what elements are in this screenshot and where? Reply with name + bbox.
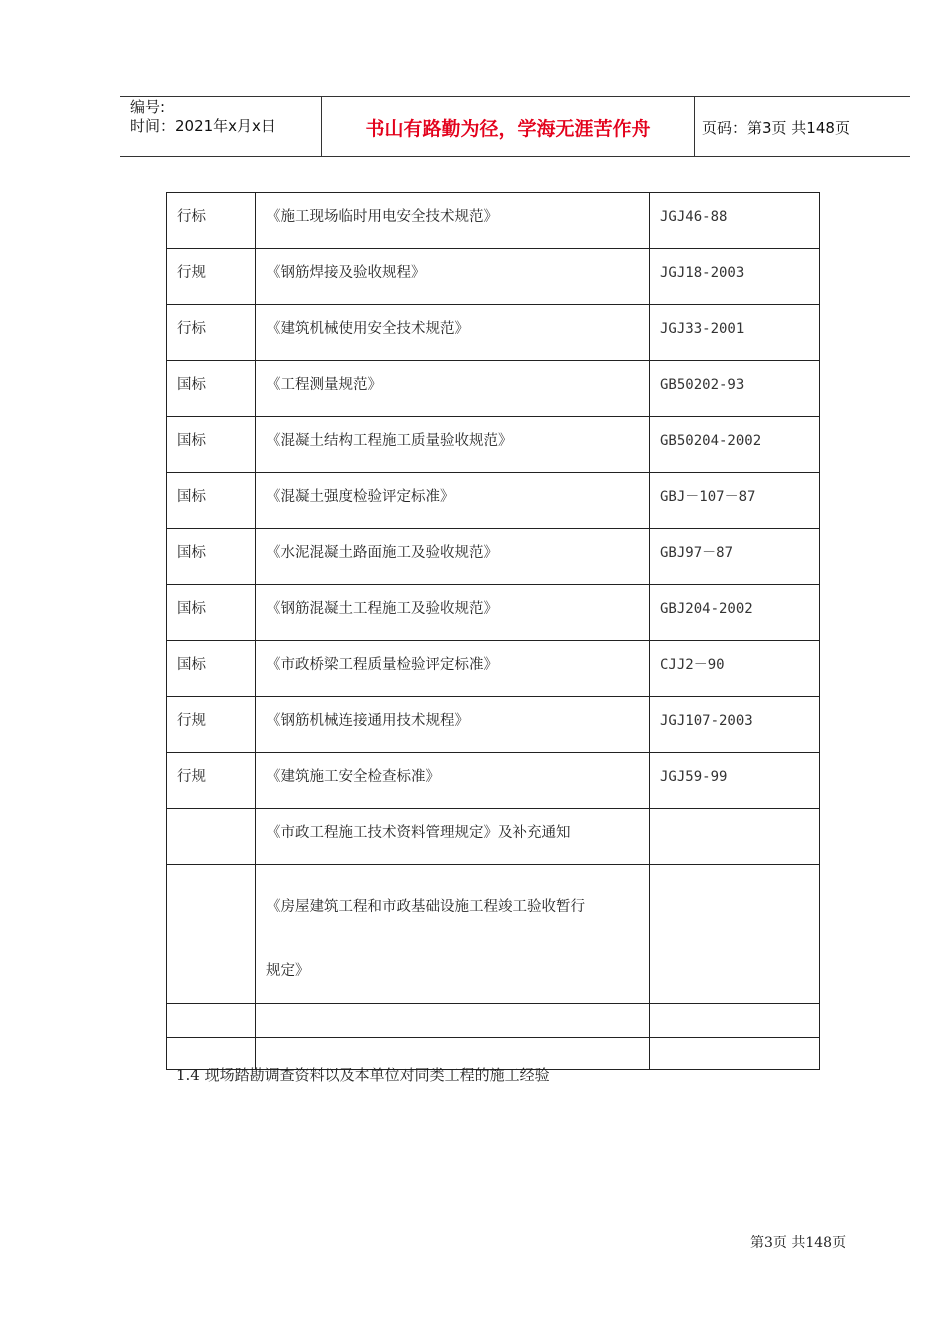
standard-code: GB50204-2002 [650,417,820,473]
standard-code [650,865,820,1004]
standard-code: GBJ－107－87 [650,473,820,529]
standard-type [167,809,256,865]
standard-name: 《工程测量规范》 [256,361,650,417]
section-heading: 1.4 现场踏勘调查资料以及本单位对同类工程的施工经验 [176,1066,550,1084]
table-row [167,305,820,361]
document-time-label: 时间：2021年x月x日 [130,117,276,135]
header-divider [321,96,322,156]
footer-page-number: 第3页 共148页 [750,1235,847,1251]
standard-code: JGJ46-88 [650,193,820,249]
standard-type: 行标 [167,305,256,361]
table-row [167,585,820,641]
empty-cell [650,1004,820,1038]
standard-name: 《钢筋混凝土工程施工及验收规范》 [256,585,650,641]
table-row [167,753,820,809]
standard-type: 行规 [167,697,256,753]
table-row [167,193,820,249]
standard-type: 国标 [167,529,256,585]
standard-code: JGJ59-99 [650,753,820,809]
standard-name: 《建筑施工安全检查标准》 [256,753,650,809]
standard-code [650,809,820,865]
empty-cell [167,1004,256,1038]
standard-type: 国标 [167,641,256,697]
standard-name: 《施工现场临时用电安全技术规范》 [256,193,650,249]
standard-code: GBJ97－87 [650,529,820,585]
standard-name-line: 规定》 [266,963,310,979]
header-page-number: 页码：第3页 共148页 [702,119,850,137]
standard-name [256,865,650,1004]
standard-code: GB50202-93 [650,361,820,417]
empty-cell [650,1038,820,1070]
standard-code: JGJ33-2001 [650,305,820,361]
table-row [167,361,820,417]
document-number-label: 编号: [130,98,166,116]
standard-type: 国标 [167,361,256,417]
standard-name: 《混凝土强度检验评定标准》 [256,473,650,529]
standard-name: 《市政桥梁工程质量检验评定标准》 [256,641,650,697]
standard-name: 《钢筋焊接及验收规程》 [256,249,650,305]
table-row [167,809,820,865]
header-divider [694,96,695,156]
standard-type: 行规 [167,249,256,305]
table-row [167,697,820,753]
standard-name: 《市政工程施工技术资料管理规定》及补充通知 [256,809,650,865]
standard-name-line: 《房屋建筑工程和市政基础设施工程竣工验收暂行 [266,899,585,915]
standard-type: 国标 [167,473,256,529]
standard-type [167,865,256,1004]
standards-table-body [167,193,820,1070]
header-top-rule [120,96,910,97]
table-row [167,417,820,473]
standard-name: 《建筑机械使用安全技术规范》 [256,305,650,361]
standard-name: 《混凝土结构工程施工质量验收规范》 [256,417,650,473]
empty-cell [256,1004,650,1038]
table-row [167,249,820,305]
standard-type: 行标 [167,193,256,249]
standard-type: 国标 [167,417,256,473]
standard-code: JGJ18-2003 [650,249,820,305]
header-meta [130,98,276,136]
standard-name: 《水泥混凝土路面施工及验收规范》 [256,529,650,585]
header-bottom-rule [120,156,910,157]
table-row [167,641,820,697]
standard-code: CJJ2－90 [650,641,820,697]
table-row [167,473,820,529]
standard-name: 《钢筋机械连接通用技术规程》 [256,697,650,753]
standard-code: GBJ204-2002 [650,585,820,641]
standards-table [166,192,820,1070]
standard-code: JGJ107-2003 [650,697,820,753]
table-row [167,865,820,1004]
table-row [167,529,820,585]
standard-type: 国标 [167,585,256,641]
standard-type: 行规 [167,753,256,809]
table-row-empty [167,1004,820,1038]
header-motto: 书山有路勤为径，学海无涯苦作舟 [365,118,651,140]
